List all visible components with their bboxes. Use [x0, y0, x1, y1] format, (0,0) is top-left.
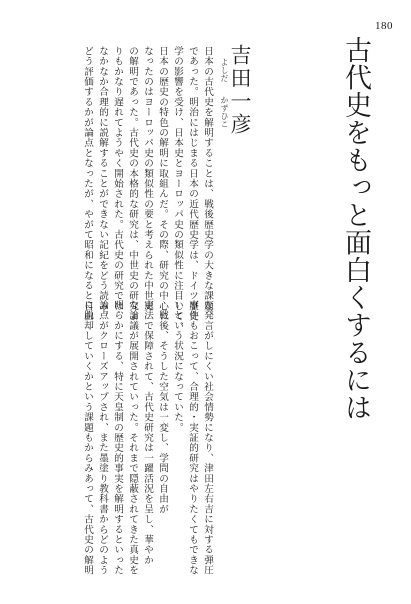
author-name: 吉田一彦	[228, 44, 252, 136]
author-ruby-given: かずひこ	[220, 96, 229, 128]
author-ruby-surname: よしだ	[220, 58, 229, 82]
body-text-lower: な発言がしにくい社会情勢になり、津田左右吉に対する弾圧 事件もおこって、合理的・実証的研究はやりたくてもできな いという状況になっていた。 戦後、そうした空気は一変し、学問の自由が 憲法で保障されて、古代史研究は一躍活況を呈し、華やか な論議が展開されていった。それまで隠蔽されてきた真史を 明らかにする、特に天皇制の歴史的事実を解明するといった 論点がクローズアップされ、また墨塗り教科書からどのよう に脱却していくかという課題もからみあって、古代史の解明	[82, 300, 213, 576]
body-text-upper: 日本の古代史を解明することは、戦後歴史学の大きな課題 であった。明治にはじまる日本の近代歴史学は、ドイツ歴史 学の影響を受け、日本史とヨーロッパ史の類似性に注目して、 日本の歴史の特色の解明に取組んだ。その際、研究の中心に なったのはヨーロッパ史の類似性の要と考えられた中世史 の解明であった。古代史の本格的な研究は、中世史の研究よ りもかなり遅れてようやく開始された。古代史の研究では、 なかなか合理的に説解することができない記紀をどう読み、 どう評価するかが論点となったが、やがて昭和になると自由	[82, 46, 213, 332]
page-title: 古代史をもっと面白くするには	[340, 36, 371, 421]
page-number: 180	[375, 20, 393, 32]
